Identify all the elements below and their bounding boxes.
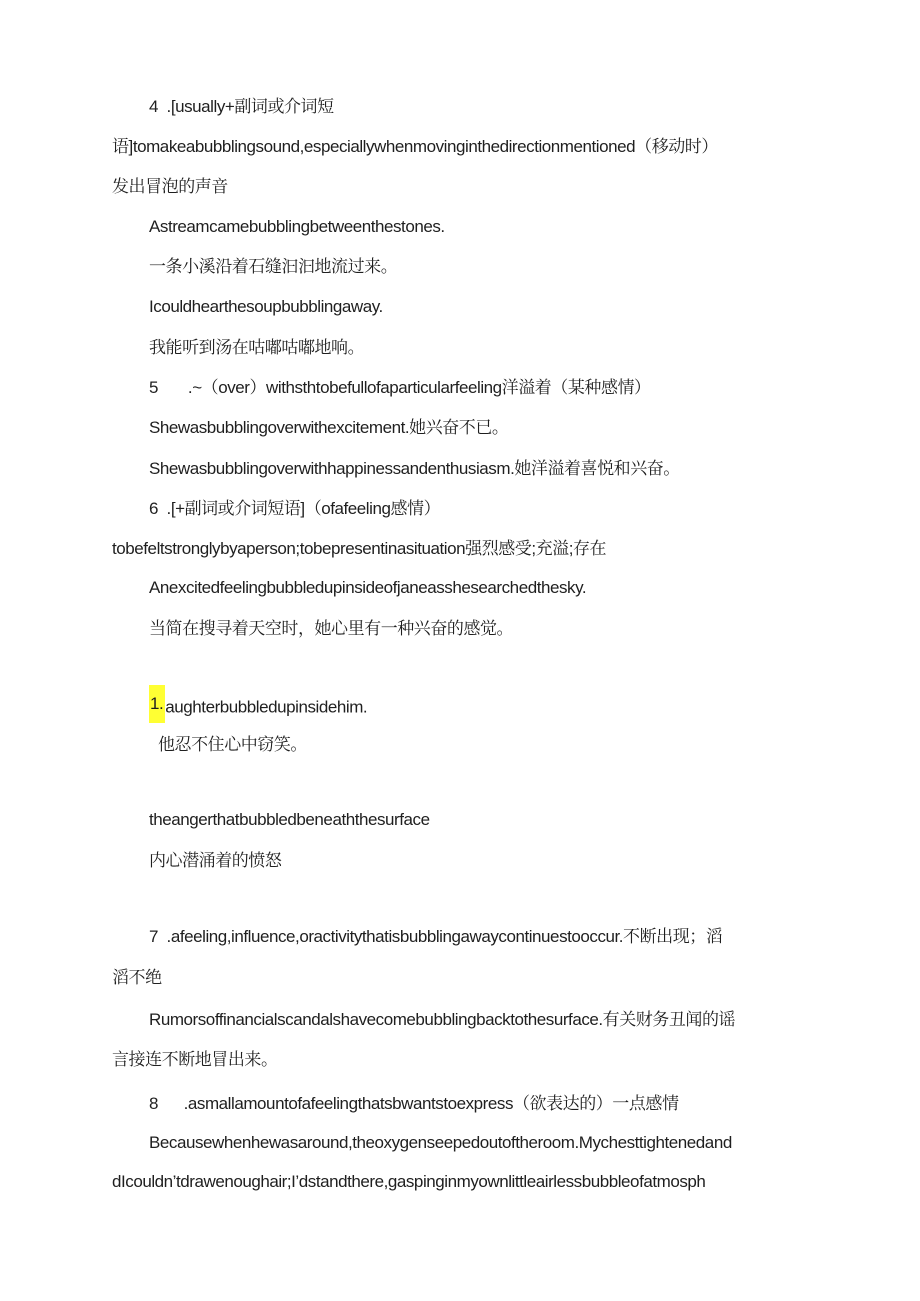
sense-6-definition: tobefeltstronglybyaperson;tobepresentinasituation强烈感受;充溢;存在 — [112, 539, 607, 558]
example-cn: 内心潜涌着的愤怒 — [149, 851, 282, 870]
sense-4-heading: 4 .[usually+副词或介词短 — [149, 97, 334, 116]
example-en-cont: dIcouldn’tdrawenoughair;I’dstandthere,gaspinginmyownlittleairlessbubbleofatmosph — [112, 1172, 706, 1191]
example-en: Icouldhearthesoupbubblingaway. — [149, 297, 383, 316]
highlight-marker: 1. — [149, 685, 165, 723]
example-cn: 我能听到汤在咕嘟咕嘟地响。 — [149, 338, 365, 357]
example-en-text: aughterbubbledupinsidehim. — [165, 697, 368, 717]
sense-7-heading: 7 .afeeling,influence,oractivitythatisbubblingawaycontinuestooccur.不断出现；滔 — [149, 927, 723, 946]
sense-7-heading-cont: 滔不绝 — [112, 968, 162, 987]
sense-4-definition: 语]tomakeabubblingsound,especiallywhenmovinginthedirectionmentioned（移动时） — [112, 137, 718, 156]
sense-4-definition-cn: 发出冒泡的声音 — [112, 177, 228, 196]
example-cn: 他忍不住心中窃笑。 — [158, 735, 307, 754]
sense-8-heading: 8 .asmallamountofafeelingthatsbwantstoexpress（欲表达的）一点感情 — [149, 1094, 679, 1113]
example-en: Anexcitedfeelingbubbledupinsideofjaneasshesearchedthesky. — [149, 578, 587, 597]
example-bilingual: Shewasbubblingoverwithexcitement.她兴奋不已。 — [149, 418, 509, 437]
example-bilingual: Rumorsoffinancialscandalshavecomebubblingbacktothesurface.有关财务丑闻的谣 — [149, 1010, 736, 1029]
sense-6-heading: 6 .[+副词或介词短语]（ofafeeling感情） — [149, 499, 441, 518]
example-en: theangerthatbubbledbeneaththesurface — [149, 810, 430, 829]
highlighted-example — [149, 693, 367, 723]
example-bilingual-cont: 言接连不断地冒出来。 — [112, 1050, 278, 1069]
example-en: Astreamcamebubblingbetweenthestones. — [149, 217, 445, 236]
example-en: Becausewhenhewasaround,theoxygenseepedoutoftheroom.Mychesttightenedand — [149, 1133, 732, 1152]
example-cn: 一条小溪沿着石缝汩汩地流过来。 — [149, 257, 398, 276]
example-cn: 当简在搜寻着天空时，她心里有一种兴奋的感觉。 — [149, 619, 514, 638]
example-bilingual: Shewasbubblingoverwithhappinessandenthusiasm.她洋溢着喜悦和兴奋。 — [149, 459, 680, 478]
sense-5-heading: 5 .~（over）withsthtobefullofaparticularfeeling洋溢着（某种感情） — [149, 378, 651, 397]
